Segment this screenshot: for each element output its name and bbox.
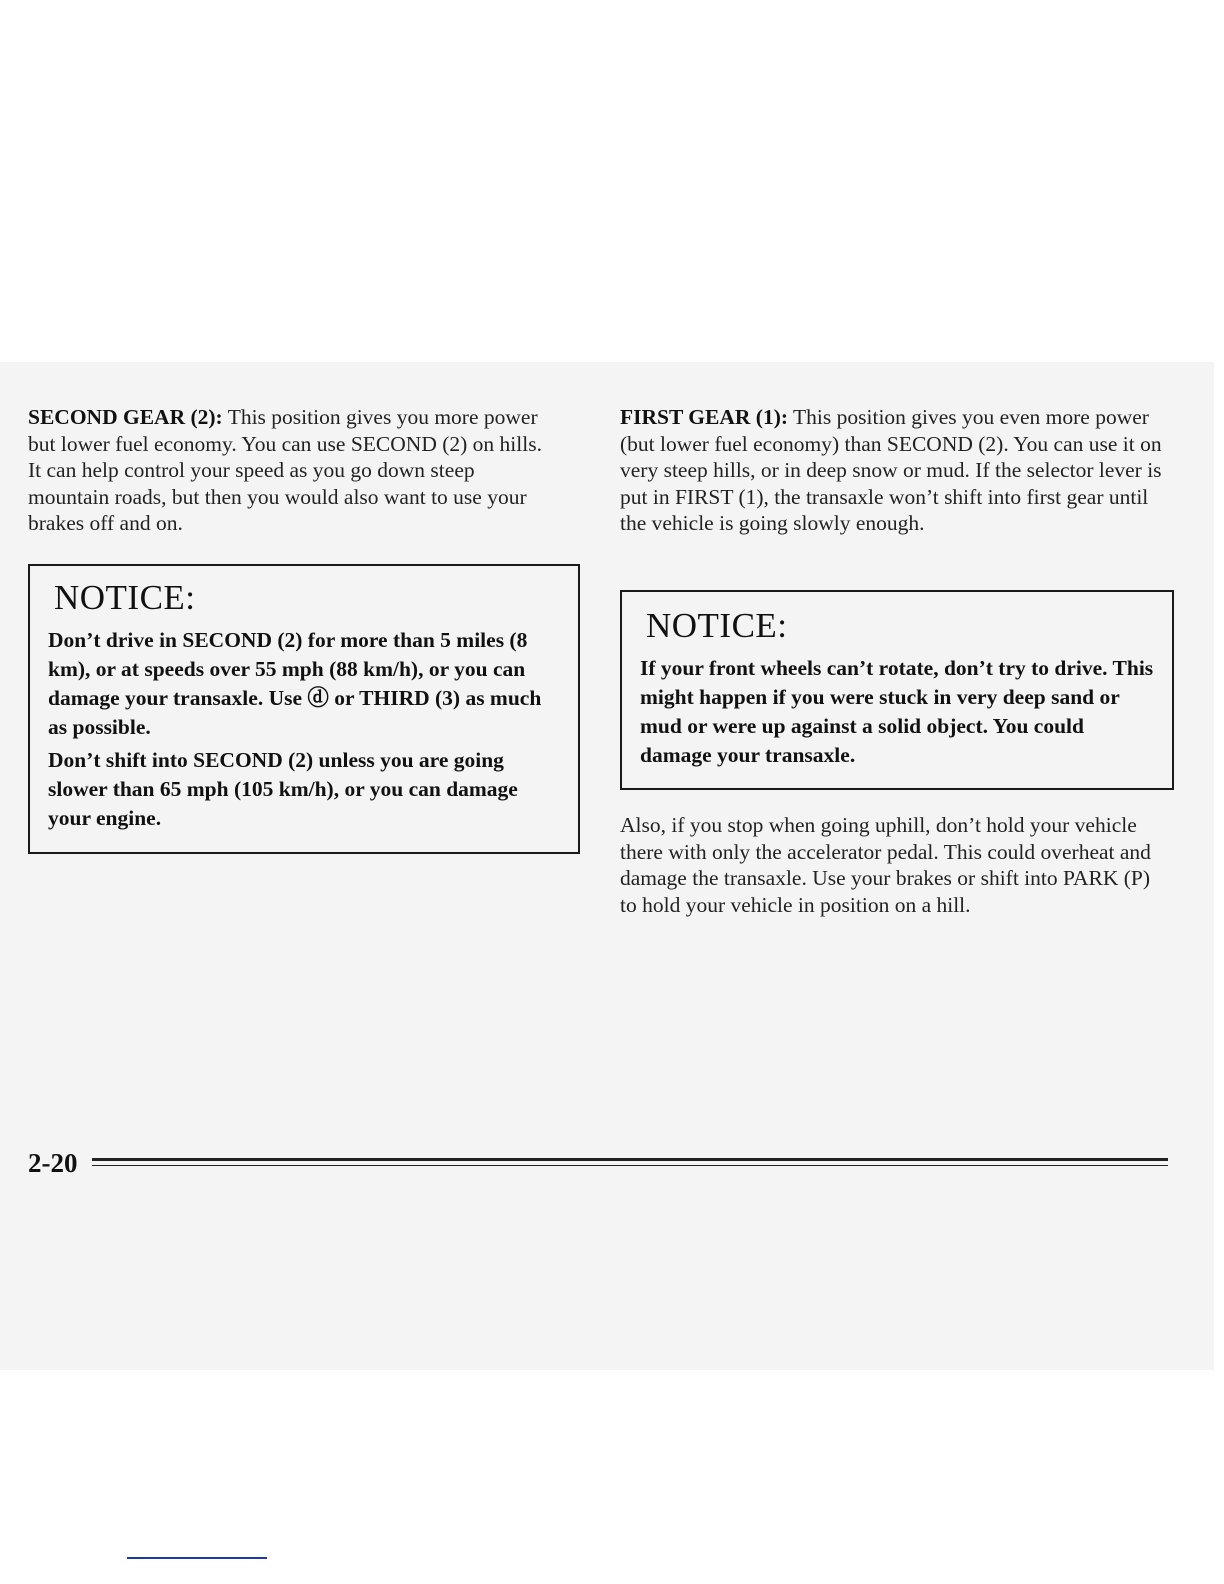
notice-title: NOTICE: — [54, 578, 196, 617]
notice-box-second-gear — [28, 564, 580, 854]
second-gear-heading: SECOND GEAR (2): — [28, 405, 223, 429]
footer-rule-thin — [92, 1165, 1168, 1166]
second-gear-text: This position gives you more power but lower fuel economy. You can use SECOND (2) on hills. It can help control your speed as you go down steep mountain roads, but then you would also want to use your brakes off and on. — [28, 405, 542, 535]
first-gear-text: This position gives you even more power (but lower fuel economy) than SECOND (2). You can use it on very steep hills, or in deep snow or mud. If the selector lever is put in FIRST (1), the transaxle won’t shift into first gear until the vehicle is going slowly enough. — [620, 405, 1162, 535]
bottom-divider — [127, 1557, 267, 1559]
notice-paragraph: Don’t drive in SECOND (2) for more than 5 miles (8 km), or at speeds over 55 mph (88 km/h), or you can damage your transaxle. Use ⓓ or THIRD (3) as much as possible. — [48, 628, 542, 739]
second-gear-paragraph — [28, 404, 548, 537]
first-gear-section — [620, 404, 1175, 537]
page-number: 2-20 — [28, 1148, 78, 1178]
footer-rule — [92, 1158, 1168, 1161]
uphill-section — [620, 812, 1168, 918]
notice-paragraph: Don’t shift into SECOND (2) unless you are going slower than 65 mph (105 km/h), or you can damage your engine. — [48, 748, 518, 830]
uphill-paragraph: Also, if you stop when going uphill, don’t hold your vehicle there with only the accelerator pedal. This could overheat and damage the transaxle. Use your brakes or shift into PARK (P) to hold your vehicle in position on a hill. — [620, 813, 1151, 917]
notice-title: NOTICE: — [646, 606, 788, 645]
first-gear-paragraph — [620, 404, 1175, 537]
second-gear-section — [28, 404, 548, 537]
notice-box-first-gear — [620, 590, 1174, 790]
notice-paragraph: If your front wheels can’t rotate, don’t try to drive. This might happen if you were stuck in very deep sand or mud or were up against a solid object. You could damage your transaxle. — [640, 656, 1154, 767]
first-gear-heading: FIRST GEAR (1): — [620, 405, 789, 429]
